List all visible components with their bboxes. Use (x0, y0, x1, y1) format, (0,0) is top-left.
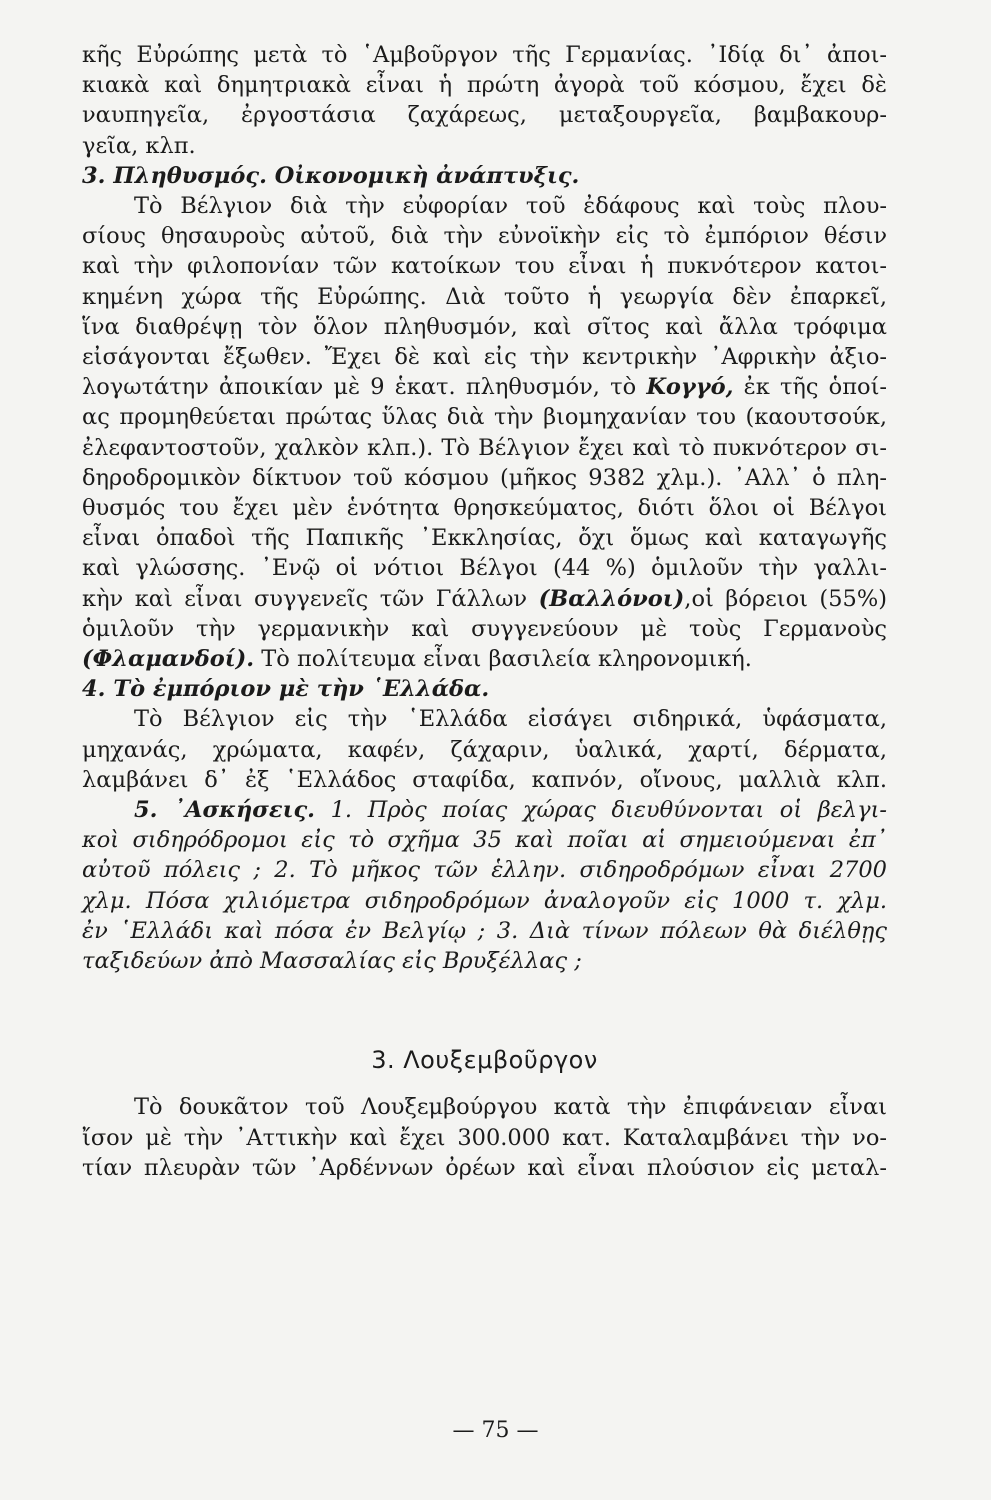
text-line (82, 372, 887, 402)
text-line: ἴσον μὲ τὴν ᾿Αττικὴν καὶ ἔχει 300.000 κατ. Καταλαμβάνει τὴν νο- (82, 1124, 887, 1151)
emphasis-kongo: Κογγό, (646, 374, 734, 401)
chapter-title: 3. Λουξεμβοῦργον (371, 1046, 598, 1075)
text-line: καὶ γλώσσης. ᾿Ενῷ οἱ νότιοι Βέλγοι (44 %) ὁμιλοῦν τὴν γαλλι- (82, 555, 887, 582)
emphasis-vallonoi: (Βαλλόνοι) (538, 585, 685, 612)
section-heading-trade: 4. Τὸ ἐμπόριον μὲ τὴν ῾Ελλάδα. (82, 676, 490, 703)
text-line: ἐλεφαντοστοῦν, χαλκὸν κλπ.). Τὸ Βέλγιον ἔχει καὶ τὸ πυκνότερον σι- (82, 434, 887, 461)
text-span: ,οἱ βόρειοι (55%) (684, 585, 887, 612)
text-line: τίαν πλευρὰν τῶν ᾿Αρδέννων ὀρέων καὶ εἶναι πλούσιον εἰς μεταλ- (82, 1154, 887, 1181)
text-line: σίους θησαυροὺς αὐτοῦ, διὰ τὴν εὐνοϊκὴν εἰς τὸ ἐμπόριον θέσιν (82, 223, 887, 250)
exercises-block (82, 795, 887, 976)
page-number: — 75 — (452, 1418, 539, 1443)
text-line: θυσμός του ἔχει μὲν ἑνότητα θρησκεύματος, διότι ὅλοι οἱ Βέλγοι (82, 495, 887, 522)
text-line: Τὸ δουκᾶτον τοῦ Λουξεμβούργου κατὰ τὴν ἐπιφάνειαν εἶναι (134, 1094, 887, 1121)
section-heading-exercises: 5. ᾿Ασκήσεις. (134, 797, 315, 824)
text-line: εἶναι ὀπαδοὶ τῆς Παπικῆς ᾿Εκκλησίας, ὄχι ὅμως καὶ καταγωγῆς (82, 525, 887, 552)
text-line: αὐτοῦ πόλεις ; 2. Τὸ μῆκος τῶν ἑλλην. σιδηροδρόμων εἶναι 2700 (82, 857, 887, 884)
text-line: γεῖα, κλπ. (82, 132, 196, 159)
text-line: κημένη χώρα τῆς Εὐρώπης. Διὰ τοῦτο ἡ γεωργία δὲν ἐπαρκεῖ, (82, 283, 887, 310)
text-span: ἐκ τῆς ὁποί- (733, 374, 887, 401)
text-line: ἐν ῾Ελλάδι καὶ πόσα ἐν Βελγίῳ ; 3. Διὰ τίνων πόλεων θὰ διέλθῃς (82, 917, 887, 944)
text-line: ἵνα διαθρέψῃ τὸν ὅλον πληθυσμόν, καὶ σῖτος καὶ ἄλλα τρόφιμα (82, 313, 887, 340)
section-heading-population: 3. Πληθυσμός. Οἰκονομικὴ ἀνάπτυξις. (82, 162, 580, 189)
emphasis-flamandoi: (Φλαμανδοί). (82, 646, 255, 673)
text-line: Τὸ Βέλγιον διὰ τὴν εὐφορίαν τοῦ ἐδάφους καὶ τοὺς πλου- (134, 193, 887, 220)
text-line: ὁμιλοῦν τὴν γερμανικὴν καὶ συγγενεύουν μὲ τοὺς Γερμανοὺς (82, 615, 887, 642)
text-line: εἰσάγονται ἔξωθεν. Ἔχει δὲ καὶ εἰς τὴν κεντρικὴν ᾿Αφρικὴν ἀξιο- (82, 344, 887, 371)
text-line: κιακὰ καὶ δημητριακὰ εἶναι ἡ πρώτη ἀγορὰ τοῦ κόσμου, ἔχει δὲ (82, 72, 887, 99)
text-line: καὶ τὴν φιλοπονίαν τῶν κατοίκων του εἶναι ἡ πυκνότερον κατοι- (82, 253, 887, 280)
text-line: ταξιδεύων ἀπὸ Μασσαλίας εἰς Βρυξέλλας ; (82, 948, 582, 975)
text-span: λογωτάτην ἀποικίαν μὲ 9 ἑκατ. πληθυσμόν, τὸ (82, 374, 647, 401)
text-line (82, 584, 887, 614)
text-line (82, 795, 887, 825)
text-line: ας προμηθεύεται πρώτας ὕλας διὰ τὴν βιομηχανίαν του (καουτσούκ, (82, 404, 887, 431)
text-span: Τὸ πολίτευμα εἶναι βασιλεία κληρονομική. (254, 646, 752, 673)
text-line (82, 644, 887, 674)
text-span: 1. Πρὸς ποίας χώρας διευθύνονται οἱ βελγι- (315, 797, 888, 824)
text-line: λαμβάνει δ᾿ ἐξ ῾Ελλάδος σταφίδα, καπνόν, οἴνους, μαλλιὰ κλπ. (82, 766, 887, 793)
text-line: ναυπηγεῖα, ἐργοστάσια ζαχάρεως, μεταξουργεῖα, βαμβακουρ- (82, 102, 887, 129)
text-line: κῆς Εὐρώπης μετὰ τὸ ῾Αμβοῦργον τῆς Γερμανίας. ᾿Ιδίᾳ δι᾿ ἀποι- (82, 42, 887, 68)
text-line: κοὶ σιδηρόδρομοι εἰς τὸ σχῆμα 35 καὶ ποῖαι αἱ σημειούμεναι ἐπ᾿ (82, 827, 887, 854)
text-line: χλμ. Πόσα χιλιόμετρα σιδηροδρόμων ἀναλογοῦν εἰς 1000 τ. χλμ. (82, 887, 887, 914)
text-span: κὴν καὶ εἶναι συγγενεῖς τῶν Γάλλων (82, 585, 539, 612)
text-line: μηχανάς, χρώματα, καφέν, ζάχαριν, ὑαλικά, χαρτί, δέρματα, (82, 736, 887, 763)
text-line: δηροδρομικὸν δίκτυον τοῦ κόσμου (μῆκος 9382 χλμ.). ᾿Αλλ᾿ ὁ πλη- (82, 464, 887, 491)
text-line: Τὸ Βέλγιον εἰς τὴν ῾Ελλάδα εἰσάγει σιδηρικά, ὑφάσματα, (134, 706, 887, 733)
